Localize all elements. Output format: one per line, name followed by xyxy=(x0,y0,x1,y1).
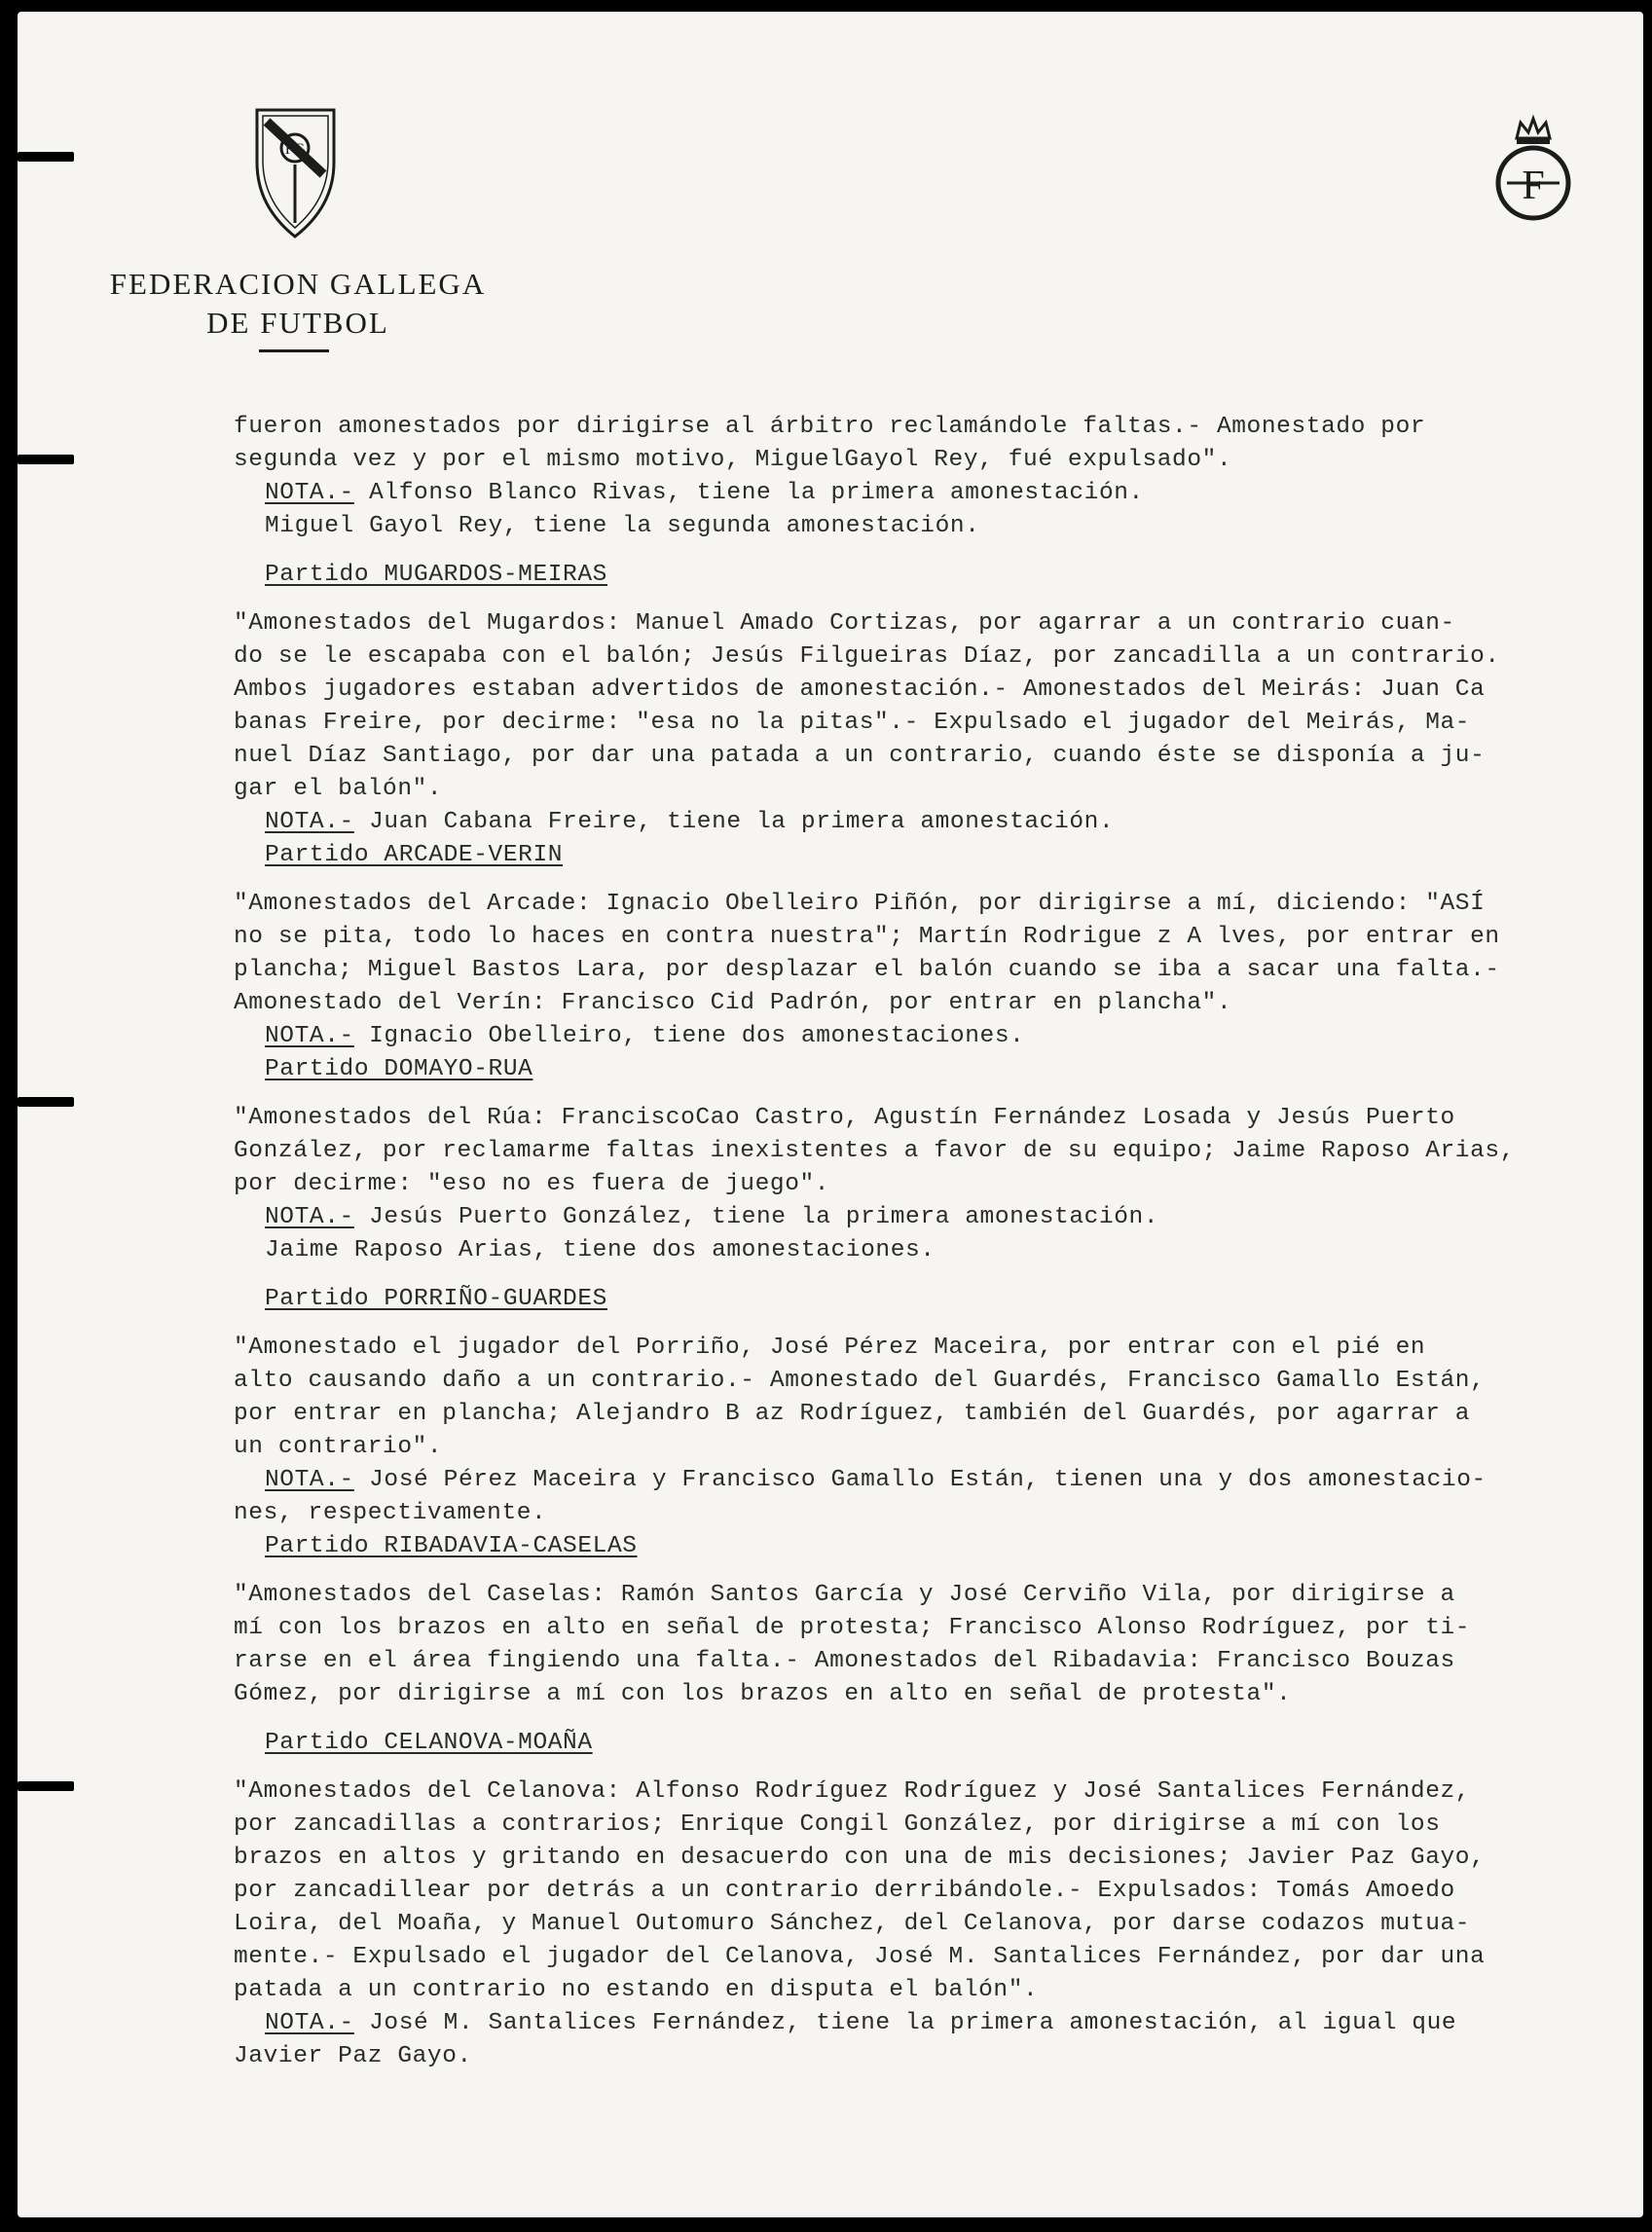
text-line: Gómez, por dirigirse a mí con los brazos en alto en señal de protesta". xyxy=(234,1681,1292,1707)
rfef-crown-emblem-icon xyxy=(1487,109,1580,226)
document-page xyxy=(18,12,1643,2217)
text-line: "Amonestados del Celanova: Alfonso Rodríguez Rodríguez y José Santalices Fernández, xyxy=(234,1778,1471,1805)
section-title-arcade: Partido ARCADE-VERIN xyxy=(265,842,564,868)
note-label: NOTA.- xyxy=(265,2010,354,2036)
svg-text:FG: FG xyxy=(284,141,306,158)
note-text: Ignacio Obelleiro, tiene dos amonestaciones. xyxy=(353,1023,1025,1049)
note-line xyxy=(234,2007,1640,2040)
note-text: Jesús Puerto González, tiene la primera amonestación. xyxy=(353,1204,1159,1230)
text-line: fueron amonestados por dirigirse al árbitro reclamándole faltas.- Amonestado por xyxy=(234,414,1426,440)
note-label: NOTA.- xyxy=(265,1467,354,1493)
galicia-shield-emblem-icon xyxy=(249,104,342,240)
text-line: rarse en el área fingiendo una falta.- Amonestados del Ribadavia: Francisco Bouzas xyxy=(234,1648,1455,1674)
text-line: "Amonestado el jugador del Porriño, José Pérez Maceira, por entrar con el pié en xyxy=(234,1335,1426,1361)
note-line xyxy=(234,1201,1640,1234)
svg-text:F: F xyxy=(1522,164,1545,208)
note-label: NOTA.- xyxy=(265,1023,354,1049)
text-line: por decirme: "eso no es fuera de juego". xyxy=(234,1171,830,1197)
text-line: Ambos jugadores estaban advertidos de amonestación.- Amonestados del Meirás: Juan Ca xyxy=(234,677,1486,703)
text-line: patada a un contrario no estando en disputa el balón". xyxy=(234,1977,1039,2003)
letterhead xyxy=(93,104,502,377)
org-line-2: DE FUTBOL xyxy=(206,306,389,340)
binder-hole-mark xyxy=(18,455,74,464)
binder-hole-mark xyxy=(18,152,74,162)
text-line: "Amonestados del Mugardos: Manuel Amado Cortizas, por agarrar a un contrario cuan- xyxy=(234,610,1455,637)
text-line: segunda vez y por el mismo motivo, MiguelGayol Rey, fué expulsado". xyxy=(234,447,1232,473)
text-line: por zancadillear por detrás a un contrario derribándole.- Expulsados: Tomás Amoedo xyxy=(234,1878,1455,1904)
federation-name xyxy=(93,265,502,343)
text-line: mente.- Expulsado el jugador del Celanova, José M. Santalices Fernández, por dar una xyxy=(234,1944,1486,1970)
document-body xyxy=(234,411,1640,2073)
note-label: NOTA.- xyxy=(265,809,354,835)
text-line: por zancadillas a contrarios; Enrique Congil González, por dirigirse a mí con los xyxy=(234,1811,1441,1838)
note-text: José Pérez Maceira y Francisco Gamallo Están, tienen una y dos amonestacio- xyxy=(353,1467,1487,1493)
section-title-domayo: Partido DOMAYO-RUA xyxy=(265,1056,533,1082)
note-line xyxy=(234,477,1640,510)
text-line: banas Freire, por decirme: "esa no la pitas".- Expulsado el jugador del Meirás, Ma- xyxy=(234,710,1471,736)
text-line: González, por reclamarme faltas inexistentes a favor de su equipo; Jaime Raposo Arias, xyxy=(234,1138,1516,1164)
note-line: Javier Paz Gayo. xyxy=(234,2043,472,2069)
note-text: Alfonso Blanco Rivas, tiene la primera amonestación. xyxy=(353,480,1144,506)
text-line: brazos en altos y gritando en desacuerdo con una de mis decisiones; Javier Paz Gayo, xyxy=(234,1845,1486,1871)
text-line: mí con los brazos en alto en señal de protesta; Francisco Alonso Rodríguez, por ti- xyxy=(234,1615,1471,1641)
note-text: Juan Cabana Freire, tiene la primera amonestación. xyxy=(353,809,1115,835)
note-text: José M. Santalices Fernández, tiene la primera amonestación, al igual que xyxy=(353,2010,1457,2036)
binder-hole-mark xyxy=(18,1097,74,1107)
note-line: Jaime Raposo Arias, tiene dos amonestaciones. xyxy=(265,1237,936,1263)
binder-hole-mark xyxy=(18,1781,74,1791)
note-line xyxy=(234,1020,1640,1053)
text-line: por entrar en plancha; Alejandro B az Rodríguez, también del Guardés, por agarrar a xyxy=(234,1401,1471,1427)
text-line: alto causando daño a un contrario.- Amonestado del Guardés, Francisco Gamallo Están, xyxy=(234,1368,1486,1394)
text-line: no se pita, todo lo haces en contra nuestra"; Martín Rodrigue z A lves, por entrar en xyxy=(234,924,1500,950)
text-line: "Amonestados del Arcade: Ignacio Obelleiro Piñón, por dirigirse a mí, diciendo: "ASÍ xyxy=(234,891,1486,917)
text-line: plancha; Miguel Bastos Lara, por desplazar el balón cuando se iba a sacar una falta.- xyxy=(234,957,1500,983)
text-line: "Amonestados del Rúa: FranciscoCao Castro, Agustín Fernández Losada y Jesús Puerto xyxy=(234,1105,1455,1131)
note-line: nes, respectivamente. xyxy=(234,1500,547,1526)
note-label: NOTA.- xyxy=(265,1204,354,1230)
text-line: un contrario". xyxy=(234,1434,443,1460)
note-line xyxy=(234,806,1640,839)
text-line: Amonestado del Verín: Francisco Cid Padrón, por entrar en plancha". xyxy=(234,990,1232,1016)
text-line: gar el balón". xyxy=(234,776,443,802)
section-title-celanova: Partido CELANOVA-MOAÑA xyxy=(265,1730,593,1756)
text-line: nuel Díaz Santiago, por dar una patada a un contrario, cuando éste se disponía a ju- xyxy=(234,743,1486,769)
section-title-porrino: Partido PORRIÑO-GUARDES xyxy=(265,1286,607,1312)
section-title-ribadavia: Partido RIBADAVIA-CASELAS xyxy=(265,1533,638,1559)
letterhead-divider xyxy=(259,349,329,352)
note-label: NOTA.- xyxy=(265,480,354,506)
note-line: Miguel Gayol Rey, tiene la segunda amonestación. xyxy=(265,513,980,539)
org-line-1: FEDERACION GALLEGA xyxy=(109,267,487,301)
text-line: do se le escapaba con el balón; Jesús Filgueiras Díaz, por zancadilla a un contrario. xyxy=(234,643,1500,670)
section-title-mugardos: Partido MUGARDOS-MEIRAS xyxy=(265,562,607,588)
note-line xyxy=(234,1464,1640,1497)
text-line: "Amonestados del Caselas: Ramón Santos García y José Cerviño Vila, por dirigirse a xyxy=(234,1582,1455,1608)
text-line: Loira, del Moaña, y Manuel Outomuro Sánchez, del Celanova, por darse codazos mutua- xyxy=(234,1911,1471,1937)
